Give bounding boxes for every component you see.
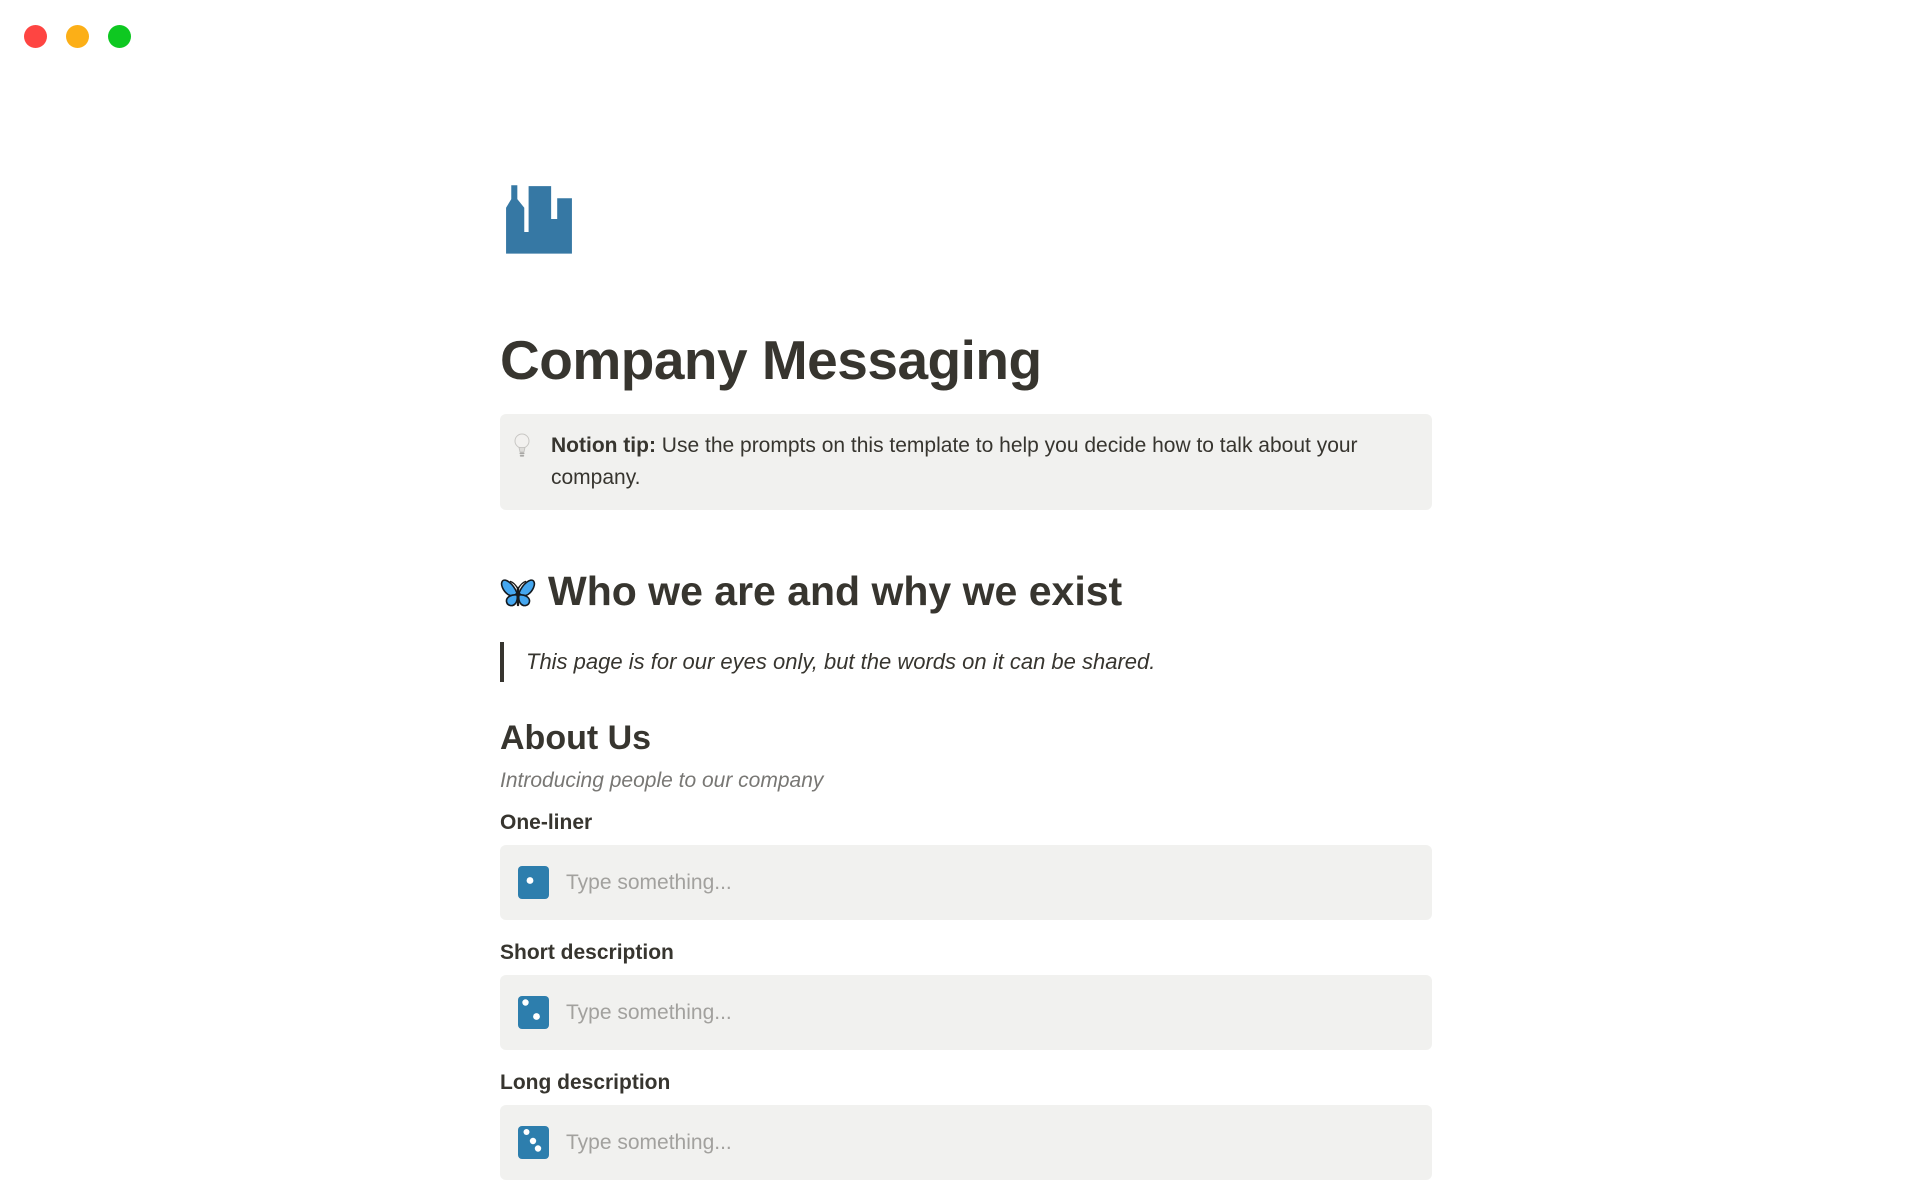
- short-description-input[interactable]: [500, 975, 1432, 1050]
- three-dots-icon: [518, 1126, 549, 1159]
- quote-text: This page is for our eyes only, but the words on it can be shared.: [526, 649, 1156, 674]
- field-label-short-description: Short description: [500, 941, 674, 964]
- window-controls: [24, 25, 131, 48]
- field-label-one-liner: One-liner: [500, 811, 593, 834]
- lightbulb-icon: [514, 432, 530, 465]
- one-liner-input[interactable]: [500, 845, 1432, 920]
- quote-block: [500, 642, 1432, 682]
- minimize-button[interactable]: [66, 25, 89, 48]
- city-buildings-icon: [500, 180, 578, 258]
- close-button[interactable]: [24, 25, 47, 48]
- callout-text: [551, 430, 1406, 494]
- notion-page: [500, 180, 1432, 1180]
- page-icon-city-buildings[interactable]: [500, 180, 578, 258]
- one-dot-icon: [518, 866, 549, 899]
- zoom-button[interactable]: [108, 25, 131, 48]
- long-description-input[interactable]: [500, 1105, 1432, 1180]
- about-us-caption: Introducing people to our company: [500, 769, 824, 792]
- butterfly-icon: [500, 573, 536, 609]
- section-heading-text: Who we are and why we exist: [548, 568, 1123, 614]
- callout-bold-prefix: Notion tip:: [551, 434, 656, 457]
- callout-body-text: Use the prompts on this template to help you decide how to talk about your company.: [551, 434, 1358, 489]
- short-description-placeholder: Type something...: [566, 1000, 732, 1024]
- field-label-long-description: Long description: [500, 1071, 671, 1094]
- section-heading: [500, 566, 1432, 616]
- about-us-heading: About Us: [500, 719, 652, 757]
- long-description-placeholder: Type something...: [566, 1130, 732, 1154]
- notion-tip-callout: [500, 414, 1432, 510]
- two-dots-icon: [518, 996, 549, 1029]
- page-title[interactable]: Company Messaging: [500, 329, 1042, 391]
- one-liner-placeholder: Type something...: [566, 870, 732, 894]
